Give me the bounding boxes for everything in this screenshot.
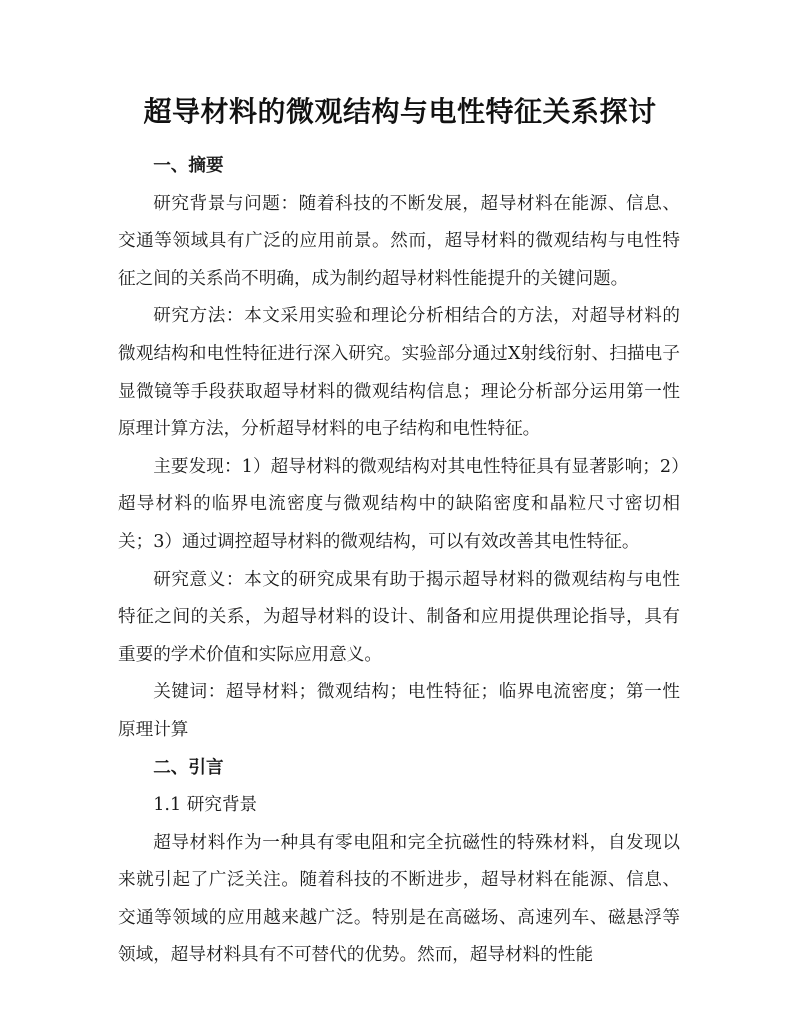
abstract-significance-paragraph: 研究意义：本文的研究成果有助于揭示超导材料的微观结构与电性特征之间的关系，为超导材料的设计、制备和应用提供理论指导，具有重要的学术价值和实际应用意义。	[118, 569, 680, 665]
abstract-findings-paragraph: 主要发现：1）超导材料的微观结构对其电性特征具有显著影响；2）超导材料的临界电流密度与微观结构中的缺陷密度和晶粒尺寸密切相关；3）通过调控超导材料的微观结构，可以有效改善其电性特征。	[118, 456, 680, 552]
abstract-heading: 一、摘要	[153, 156, 224, 176]
introduction-heading: 二、引言	[153, 757, 224, 778]
keywords-paragraph: 关键词：超导材料；微观结构；电性特征；临界电流密度；第一性原理计算	[118, 682, 680, 740]
introduction-paragraph: 超导材料作为一种具有零电阻和完全抗磁性的特殊材料，自发现以来就引起了广泛关注。随着科技的不断进步，超导材料在能源、信息、交通等领域的应用越来越广泛。特别是在高磁场、高速列车、磁悬浮等领域，超导材料具有不可替代的优势。然而，超导材料的性能	[118, 832, 680, 966]
abstract-background-paragraph: 研究背景与问题：随着科技的不断发展，超导材料在能源、信息、交通等领域具有广泛的应用前景。然而，超导材料的微观结构与电性特征之间的关系尚不明确，成为制约超导材料性能提升的关键问题。	[118, 193, 680, 289]
abstract-methods-paragraph: 研究方法：本文采用实验和理论分析相结合的方法，对超导材料的微观结构和电性特征进行深入研究。实验部分通过X射线衍射、扫描电子显微镜等手段获取超导材料的微观结构信息；理论分析部分运用第一性原理计算方法，分析超导材料的电子结构和电性特征。	[118, 306, 680, 440]
document-title: 超导材料的微观结构与电性特征关系探讨	[143, 95, 657, 128]
document-body	[118, 148, 680, 975]
subsection-heading: 1.1 研究背景	[153, 795, 258, 816]
